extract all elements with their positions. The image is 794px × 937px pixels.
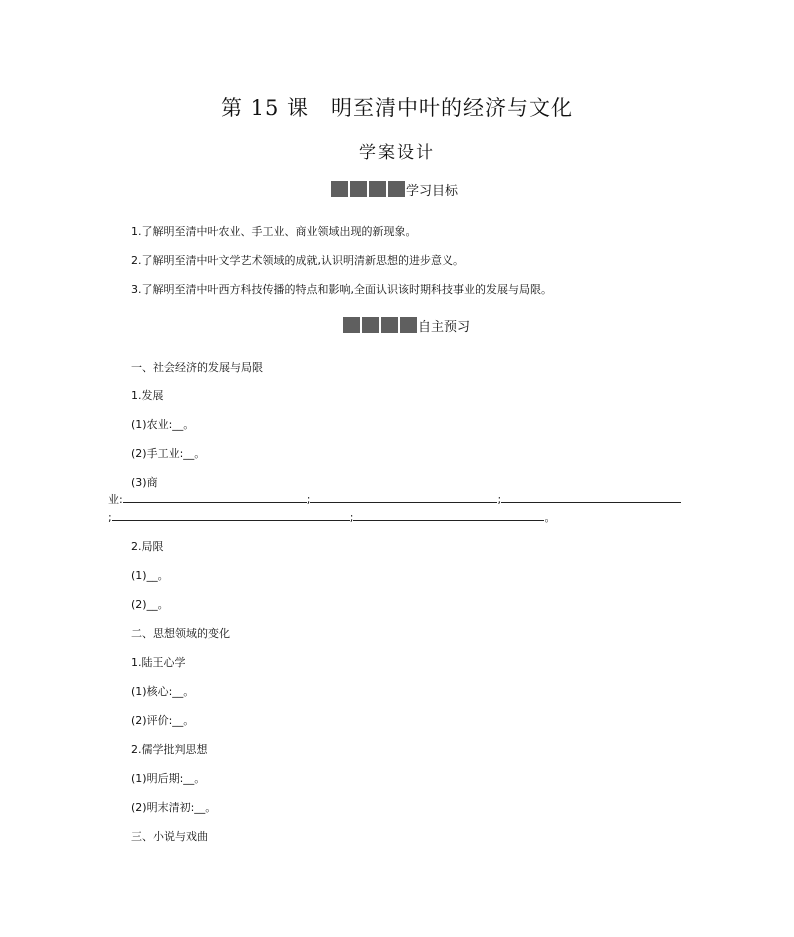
semicolon-mark: ; xyxy=(497,493,502,506)
commerce-blank-1[interactable] xyxy=(123,492,307,503)
section-2-sub-1: 1.陆王心学 xyxy=(131,656,186,669)
header-blocks xyxy=(343,317,417,333)
period-mark: 。 xyxy=(544,511,556,524)
evaluation-blank[interactable]: __ xyxy=(172,714,184,727)
section-1-heading: 一、社会经济的发展与局限 xyxy=(131,361,263,374)
section-2-sub-2: 2.儒学批判思想 xyxy=(131,743,208,756)
early-qing-label: (2)明末清初: xyxy=(131,801,195,814)
evaluation-label: (2)评价: xyxy=(131,714,173,727)
period-mark: 。 xyxy=(183,418,195,431)
goals-header-label: 学习目标 xyxy=(406,183,459,199)
semicolon-mark: ; xyxy=(108,511,112,524)
semicolon-mark: ; xyxy=(306,493,311,506)
preview-section-header xyxy=(343,316,470,334)
late-ming-label: (1)明后期: xyxy=(131,772,184,785)
goal-3: 3.了解明至清中叶西方科技传播的特点和影响,全面认识该时期科技事业的发展与局限。 xyxy=(131,283,552,296)
commerce-label-a: (3)商 xyxy=(131,476,158,489)
late-ming-blank[interactable]: __ xyxy=(183,772,195,785)
late-ming-line xyxy=(131,772,205,786)
agriculture-blank[interactable]: __ xyxy=(172,418,184,431)
commerce-blank-3[interactable] xyxy=(501,492,681,503)
header-blocks xyxy=(331,181,405,197)
limit-1-label: (1) xyxy=(131,569,147,582)
handicraft-label: (2)手工业: xyxy=(131,447,184,460)
period-mark: 。 xyxy=(157,598,169,611)
section-1-sub-2: 2.局限 xyxy=(131,540,164,553)
period-mark: 。 xyxy=(205,801,217,814)
section-1-sub-1: 1.发展 xyxy=(131,389,164,402)
handicraft-line xyxy=(131,447,205,461)
section-2-heading: 二、思想领域的变化 xyxy=(131,627,230,640)
period-mark: 。 xyxy=(157,569,169,582)
limit-1-blank[interactable]: __ xyxy=(146,569,158,582)
core-label: (1)核心: xyxy=(131,685,173,698)
commerce-blank-5[interactable] xyxy=(353,510,544,521)
page-subtitle: 学案设计 xyxy=(359,143,435,163)
limit-2-label: (2) xyxy=(131,598,147,611)
core-blank[interactable]: __ xyxy=(172,685,184,698)
core-line xyxy=(131,685,194,699)
period-mark: 。 xyxy=(183,714,195,727)
early-qing-line xyxy=(131,801,216,815)
agriculture-label: (1)农业: xyxy=(131,418,173,431)
commerce-blank-4[interactable] xyxy=(112,510,350,521)
commerce-blank-2[interactable] xyxy=(310,492,497,503)
goal-2: 2.了解明至清中叶文学艺术领域的成就,认识明清新思想的进步意义。 xyxy=(131,254,464,267)
commerce-line-2 xyxy=(108,510,555,525)
goal-1: 1.了解明至清中叶农业、手工业、商业领域出现的新现象。 xyxy=(131,225,417,238)
agriculture-line xyxy=(131,418,194,432)
handicraft-blank[interactable]: __ xyxy=(183,447,195,460)
limit-2-blank[interactable]: __ xyxy=(146,598,158,611)
evaluation-line xyxy=(131,714,194,728)
early-qing-blank[interactable]: __ xyxy=(194,801,206,814)
preview-header-label: 自主预习 xyxy=(418,319,471,335)
commerce-line-1 xyxy=(108,492,681,507)
section-3-heading: 三、小说与戏曲 xyxy=(131,830,208,843)
limit-2-line xyxy=(131,598,169,612)
page-title: 第 15 课 明至清中叶的经济与文化 xyxy=(220,96,574,120)
semicolon-mark: ; xyxy=(349,511,354,524)
limit-1-line xyxy=(131,569,169,583)
goals-section-header xyxy=(331,180,458,198)
commerce-label-b: 业: xyxy=(108,493,123,506)
period-mark: 。 xyxy=(194,447,206,460)
period-mark: 。 xyxy=(194,772,206,785)
period-mark: 。 xyxy=(183,685,195,698)
